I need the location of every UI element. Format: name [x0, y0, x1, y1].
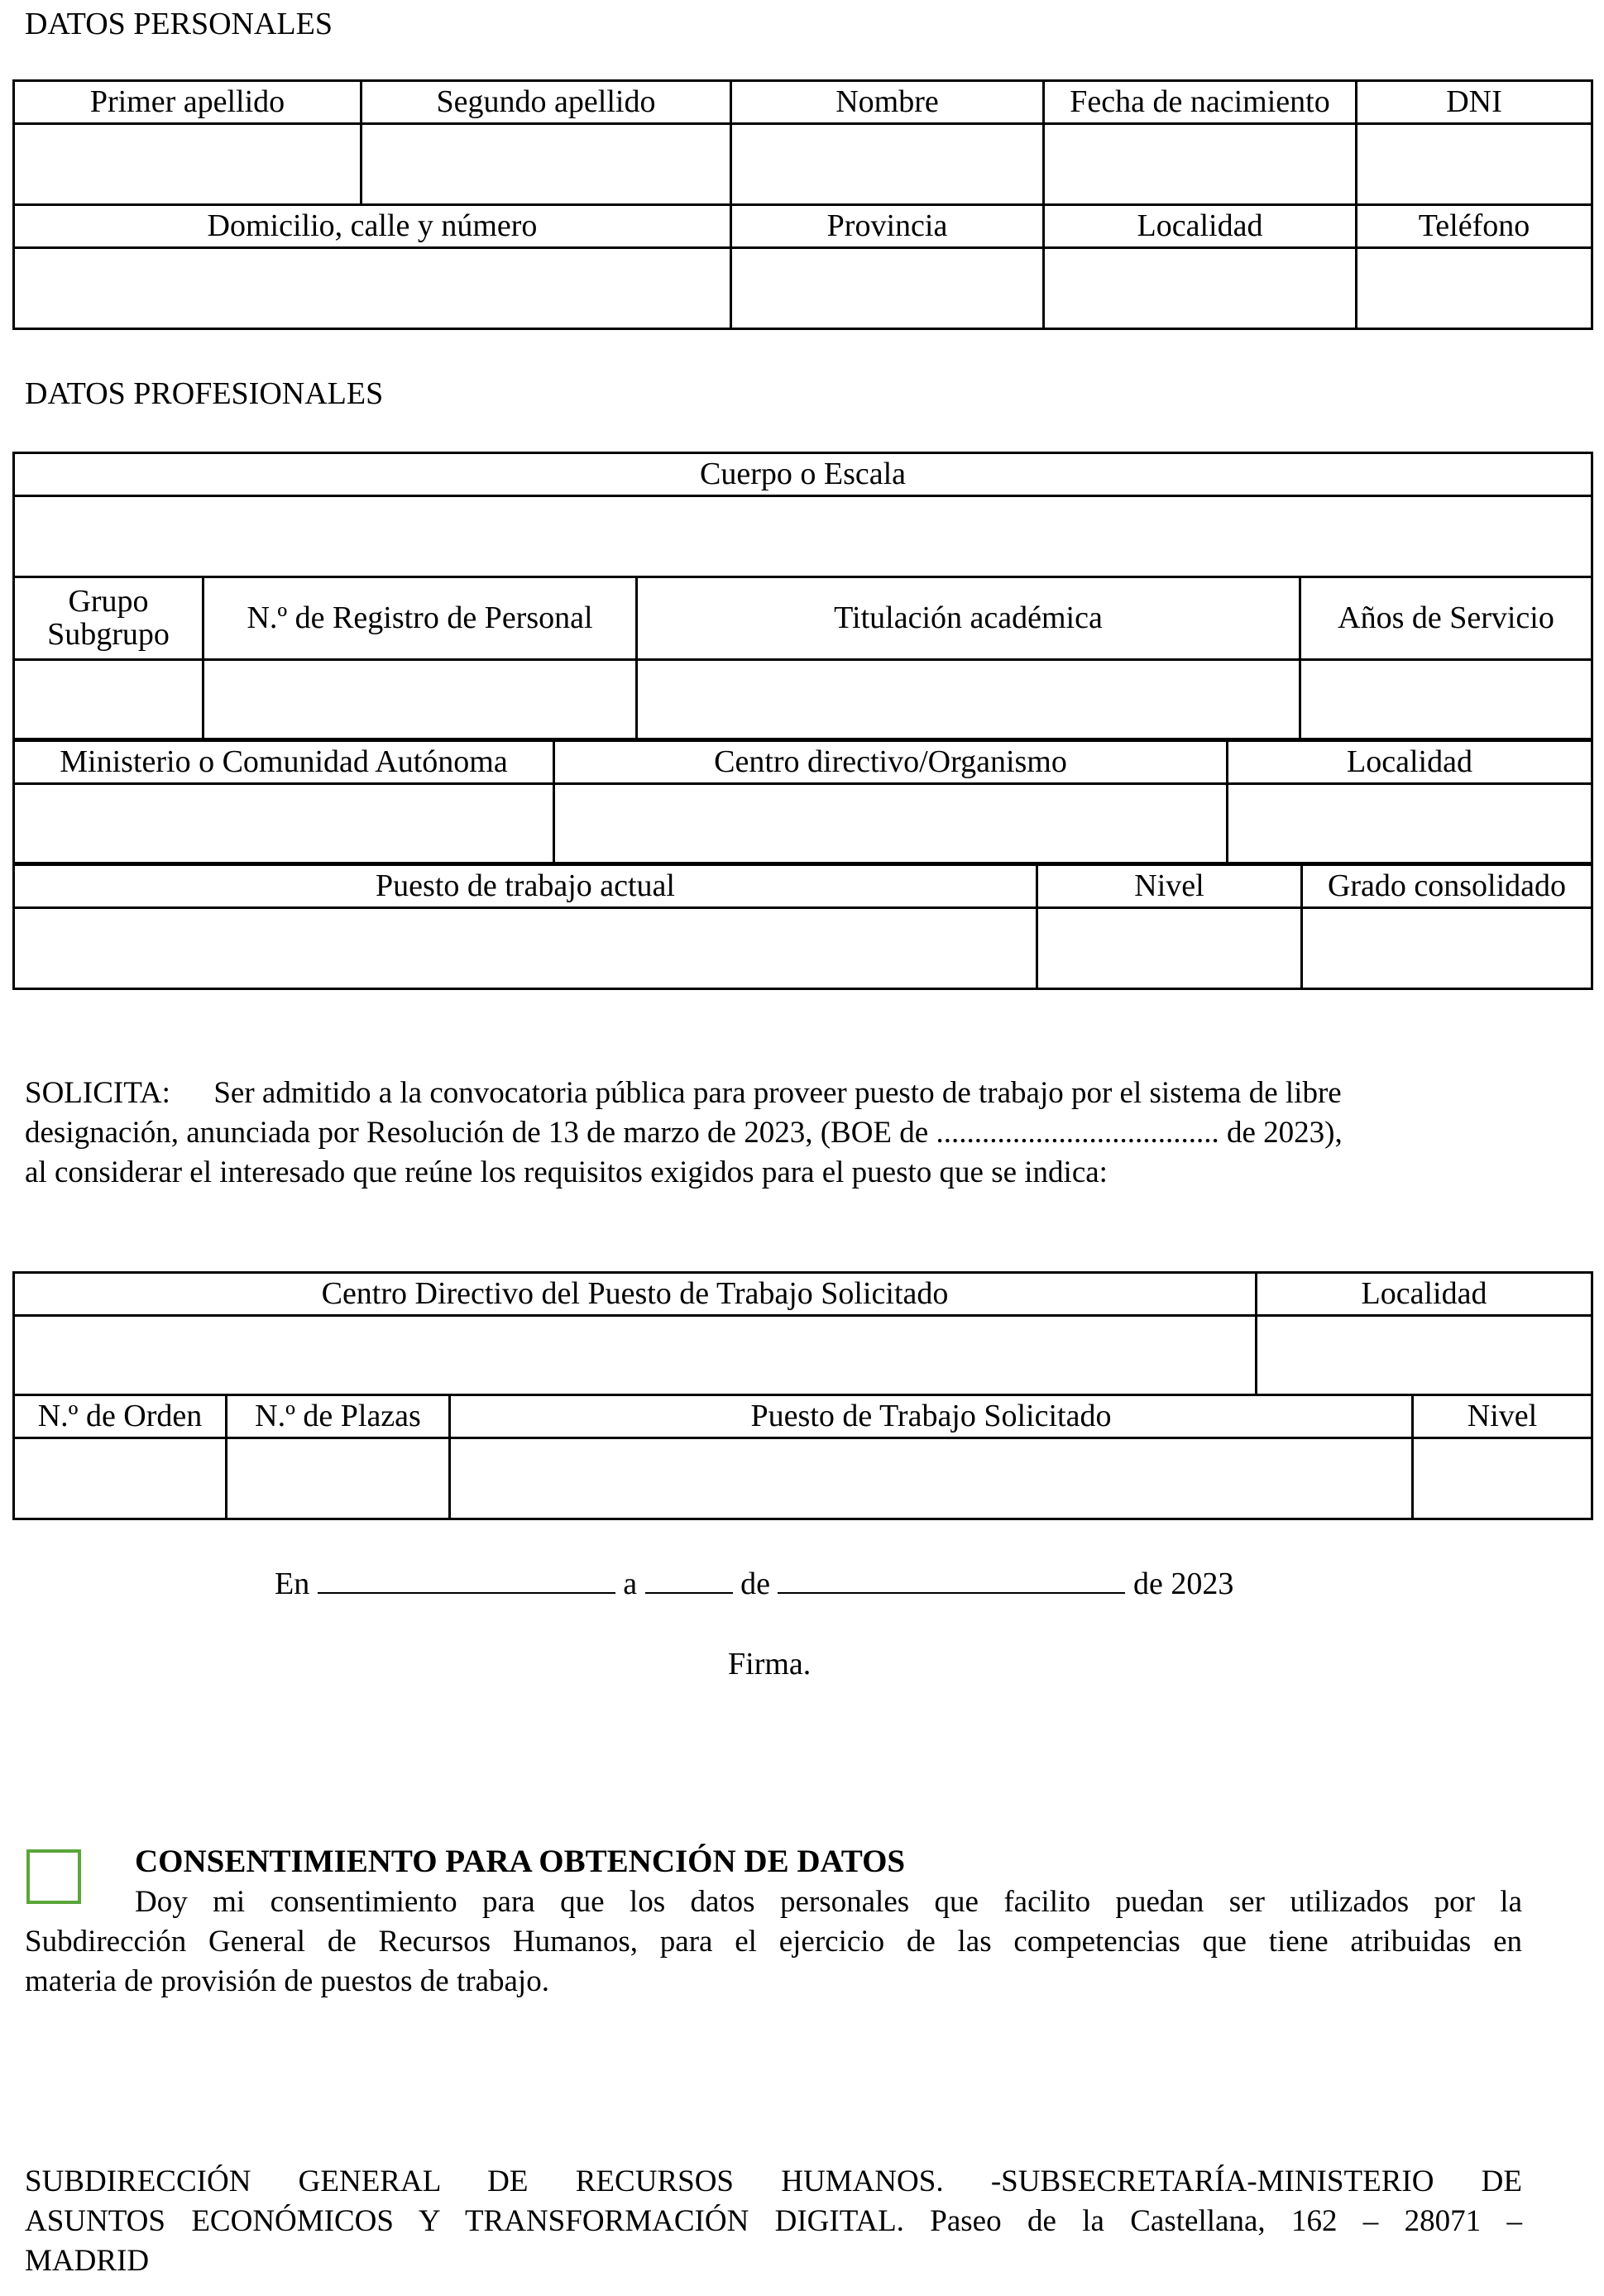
date-de: de — [740, 1567, 770, 1601]
localidad-label: Localidad — [1044, 205, 1357, 248]
segundo-apellido-field[interactable] — [361, 124, 731, 205]
anios-servicio-label: Años de Servicio — [1300, 577, 1592, 660]
consent-line-1: Doy mi consentimiento para que los datos personales que facilito puedan ser utilizados por la — [135, 1885, 1522, 1919]
solicita-label: SOLICITA: — [25, 1076, 170, 1110]
grupo-subgrupo-label — [14, 577, 203, 660]
solicita-line-3: al considerar el interesado que reúne los requisitos exigidos para el puesto que se indica: — [25, 1155, 1108, 1189]
nivel-solicitado-label: Nivel — [1413, 1395, 1592, 1438]
titulacion-field[interactable] — [637, 660, 1300, 739]
personal-table — [12, 79, 1593, 330]
consent-paragraph — [25, 1882, 1522, 2002]
subgrupo-label: Subgrupo — [47, 616, 170, 652]
puesto-solicitado-label: Puesto de Trabajo Solicitado — [450, 1395, 1413, 1438]
telefono-label: Teléfono — [1357, 205, 1592, 248]
consent-title: CONSENTIMIENTO PARA OBTENCIÓN DE DATOS — [135, 1844, 906, 1879]
localidad-prof-field[interactable] — [1228, 784, 1592, 863]
puesto-solicitado-field[interactable] — [450, 1438, 1413, 1519]
puesto-actual-table — [12, 863, 1593, 990]
numero-plazas-field[interactable] — [227, 1438, 450, 1519]
nivel-actual-field[interactable] — [1037, 908, 1302, 989]
telefono-field[interactable] — [1357, 248, 1592, 329]
localidad-solicitada-field[interactable] — [1257, 1316, 1592, 1395]
month-blank[interactable] — [778, 1562, 1125, 1594]
puesto-actual-label: Puesto de trabajo actual — [14, 865, 1037, 908]
domicilio-label: Domicilio, calle y número — [14, 205, 731, 248]
nombre-field[interactable] — [731, 124, 1044, 205]
footer-line-2: ASUNTOS ECONÓMICOS Y TRANSFORMACIÓN DIGITAL. Paseo de la Castellana, 162 – 28071 – — [25, 2204, 1522, 2238]
nombre-label: Nombre — [731, 81, 1044, 124]
grado-consolidado-field[interactable] — [1302, 908, 1592, 989]
primer-apellido-label: Primer apellido — [14, 81, 361, 124]
provincia-label: Provincia — [731, 205, 1044, 248]
nivel-actual-label: Nivel — [1037, 865, 1302, 908]
consent-line-2: Subdirección General de Recursos Humanos, para el ejercicio de las competencias que tiene atribuidas en — [25, 1925, 1522, 1959]
dni-label: DNI — [1357, 81, 1592, 124]
solicita-line-2: designación, anunciada por Resolución de 13 de marzo de 2023, (BOE de ..................................... de 2023), — [25, 1116, 1343, 1150]
footer-address — [25, 2162, 1522, 2281]
date-line — [275, 1562, 1233, 1602]
segundo-apellido-label: Segundo apellido — [361, 81, 731, 124]
ministerio-table — [12, 739, 1593, 864]
titulacion-label: Titulación académica — [637, 577, 1300, 660]
cuerpo-table — [12, 452, 1593, 578]
dni-field[interactable] — [1357, 124, 1592, 205]
solicita-paragraph — [25, 1074, 1522, 1193]
domicilio-field[interactable] — [14, 248, 731, 329]
grupo-label: Grupo — [68, 583, 149, 619]
puesto-actual-field[interactable] — [14, 908, 1037, 989]
day-blank[interactable] — [645, 1562, 733, 1594]
fecha-nacimiento-field[interactable] — [1044, 124, 1357, 205]
provincia-field[interactable] — [731, 248, 1044, 329]
date-year: de 2023 — [1132, 1567, 1234, 1601]
numero-orden-label: N.º de Orden — [14, 1395, 227, 1438]
grupo-subgrupo-field[interactable] — [14, 660, 203, 739]
localidad-solicitada-label: Localidad — [1257, 1273, 1592, 1316]
centro-directivo-label: Centro directivo/Organismo — [554, 741, 1228, 784]
footer-line-3: MADRID — [25, 2244, 150, 2278]
professional-heading: DATOS PROFESIONALES — [25, 376, 384, 411]
personal-heading: DATOS PERSONALES — [25, 7, 333, 41]
localidad-prof-label: Localidad — [1228, 741, 1592, 784]
centro-solicitado-field[interactable] — [14, 1316, 1257, 1395]
primer-apellido-field[interactable] — [14, 124, 361, 205]
numero-orden-field[interactable] — [14, 1438, 227, 1519]
registro-personal-field[interactable] — [203, 660, 637, 739]
grupo-table — [12, 576, 1593, 740]
cuerpo-label: Cuerpo o Escala — [14, 453, 1592, 496]
numero-plazas-label: N.º de Plazas — [227, 1395, 450, 1438]
ministerio-field[interactable] — [14, 784, 554, 863]
place-blank[interactable] — [318, 1562, 615, 1594]
puesto-solicitado-table — [12, 1394, 1593, 1520]
firma-label: Firma. — [728, 1647, 812, 1681]
grado-consolidado-label: Grado consolidado — [1302, 865, 1592, 908]
cuerpo-field[interactable] — [14, 496, 1592, 577]
centro-solicitado-table — [12, 1271, 1593, 1396]
footer-line-1: SUBDIRECCIÓN GENERAL DE RECURSOS HUMANOS. -SUBSECRETARÍA-MINISTERIO DE — [25, 2164, 1522, 2198]
fecha-nacimiento-label: Fecha de nacimiento — [1044, 81, 1357, 124]
date-a: a — [623, 1567, 638, 1601]
localidad-field[interactable] — [1044, 248, 1357, 329]
ministerio-label: Ministerio o Comunidad Autónoma — [14, 741, 554, 784]
date-en: En — [275, 1567, 310, 1601]
nivel-solicitado-field[interactable] — [1413, 1438, 1592, 1519]
consent-line-3: materia de provisión de puestos de trabajo. — [25, 1964, 549, 1998]
centro-solicitado-label: Centro Directivo del Puesto de Trabajo Solicitado — [14, 1273, 1257, 1316]
solicita-line-1: Ser admitido a la convocatoria pública para proveer puesto de trabajo por el sistema de libre — [213, 1076, 1342, 1110]
anios-servicio-field[interactable] — [1300, 660, 1592, 739]
centro-directivo-field[interactable] — [554, 784, 1228, 863]
registro-personal-label: N.º de Registro de Personal — [203, 577, 637, 660]
